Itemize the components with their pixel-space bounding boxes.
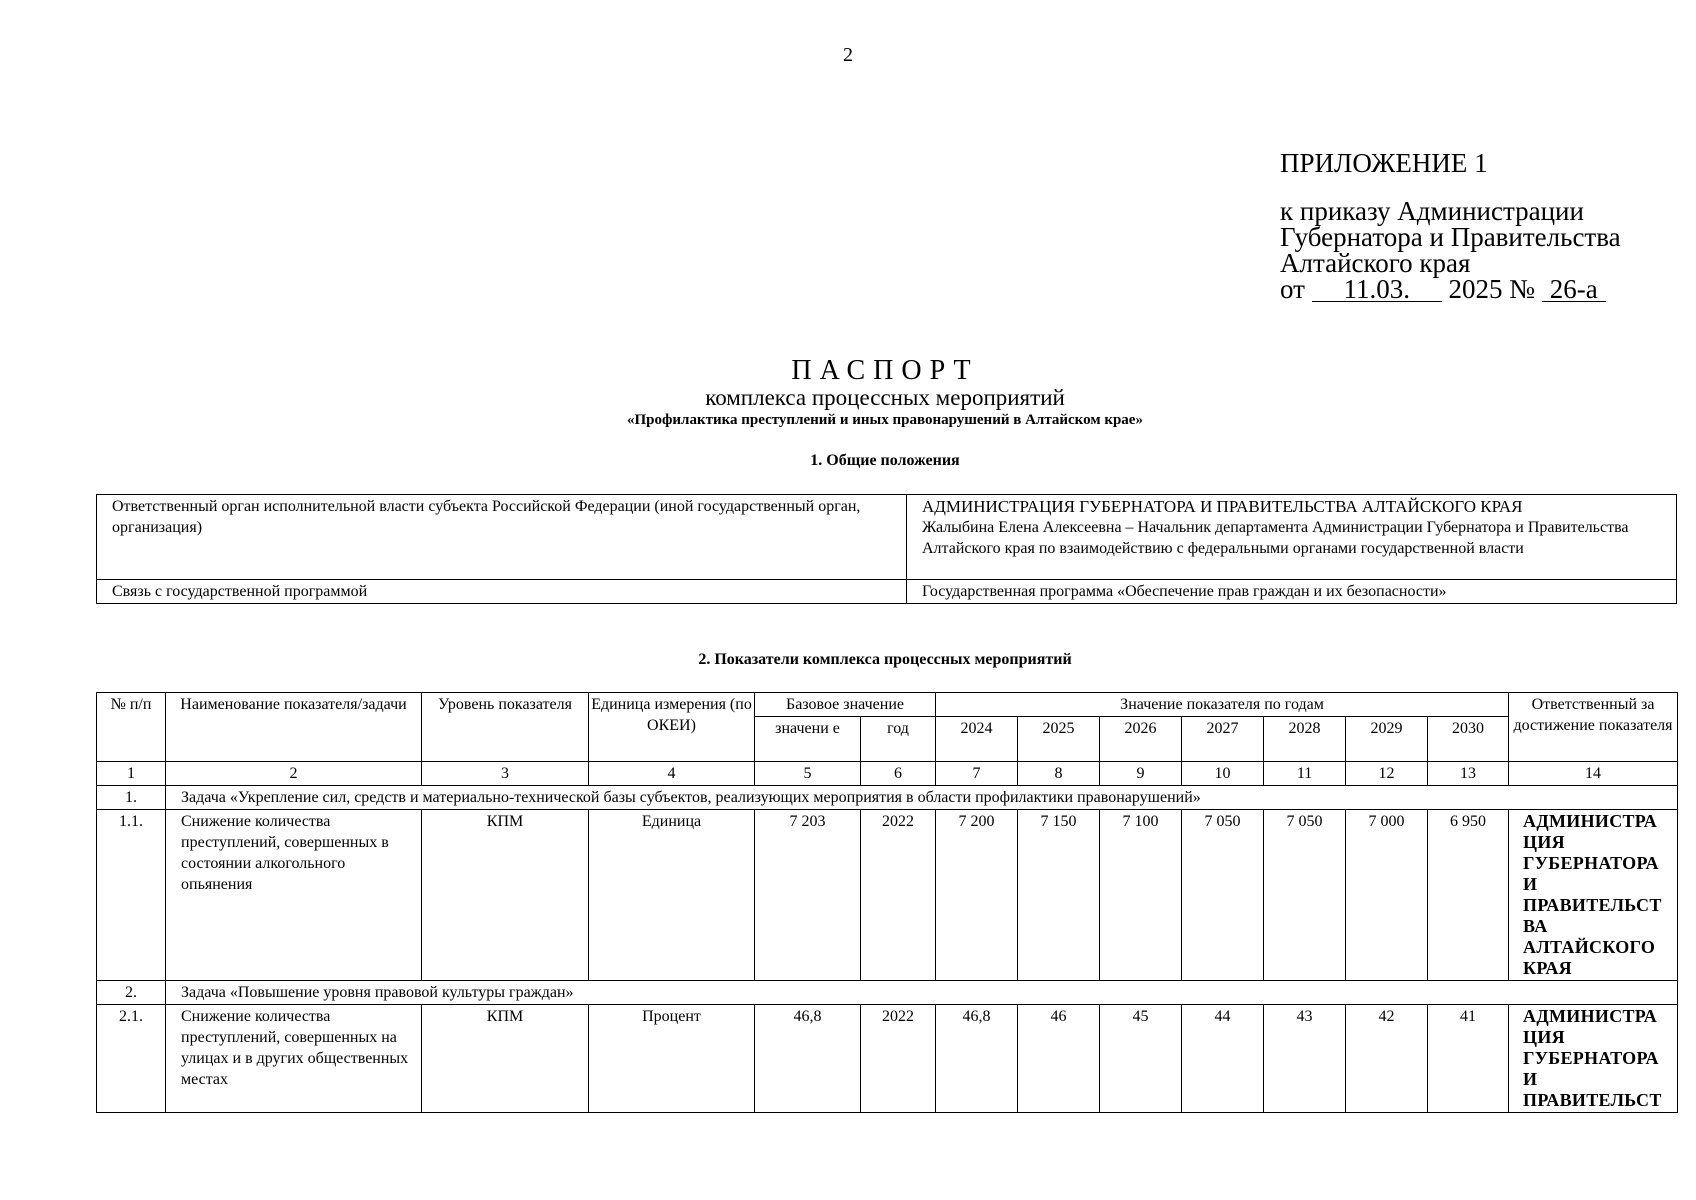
section-2-title: 2. Показатели комплекса процессных мероприятий bbox=[698, 651, 1072, 668]
task-row bbox=[97, 981, 1678, 1005]
indicator-unit: Единица bbox=[589, 810, 755, 981]
task-title: Задача «Повышение уровня правовой культуры граждан» bbox=[166, 981, 1678, 1005]
row-label: Ответственный орган исполнительной власти субъекта Российской Федерации (иной государственный орган, организация) bbox=[97, 495, 907, 580]
row-value: Государственная программа «Обеспечение прав граждан и их безопасности» bbox=[907, 580, 1677, 604]
indicator-value: 45 bbox=[1100, 1005, 1182, 1113]
indicator-value: 44 bbox=[1182, 1005, 1264, 1113]
appendix-block bbox=[1280, 150, 1680, 302]
appendix-line-2: Губернатора и Правительства bbox=[1280, 222, 1621, 252]
indicator-value: 46 bbox=[1018, 1005, 1100, 1113]
indicator-value: 6 950 bbox=[1428, 810, 1509, 981]
header-year: 2025 bbox=[1018, 717, 1100, 762]
col-number: 7 bbox=[936, 762, 1018, 786]
indicator-num: 2.1. bbox=[97, 1005, 166, 1113]
row-value-main: АДМИНИСТРАЦИЯ ГУБЕРНАТОРА И ПРАВИТЕЛЬСТВА АЛТАЙСКОГО КРАЯ bbox=[922, 497, 1523, 516]
header-year: 2024 bbox=[936, 717, 1018, 762]
indicator-base-year: 2022 bbox=[861, 1005, 936, 1113]
indicator-num: 1.1. bbox=[97, 810, 166, 981]
passport-title: ПАСПОРТ bbox=[791, 355, 979, 386]
passport-name: «Профилактика преступлений и иных правонарушений в Алтайском крае» bbox=[627, 412, 1143, 428]
col-number: 11 bbox=[1264, 762, 1346, 786]
indicator-value: 46,8 bbox=[936, 1005, 1018, 1113]
appendix-line-1: к приказу Администрации bbox=[1280, 196, 1584, 226]
indicator-value: 7 200 bbox=[936, 810, 1018, 981]
appendix-title: ПРИЛОЖЕНИЕ 1 bbox=[1280, 148, 1488, 178]
indicator-responsible: АДМИНИСТРА ЦИЯ ГУБЕРНАТОРА И ПРАВИТЕЛЬСТ ВА АЛТАЙСКОГО КРАЯ bbox=[1509, 810, 1678, 981]
col-number: 10 bbox=[1182, 762, 1264, 786]
indicator-name: Снижение количества преступлений, совершенных в состоянии алкогольного опьянения bbox=[166, 810, 422, 981]
task-title: Задача «Укрепление сил, средств и материально-технической базы субъектов, реализующих мероприятия в области профилактики правонарушений» bbox=[166, 786, 1678, 810]
row-label: Связь с государственной программой bbox=[97, 580, 907, 604]
indicator-value: 7 050 bbox=[1182, 810, 1264, 981]
page-number: 2 bbox=[843, 44, 853, 66]
section-1-title: 1. Общие положения bbox=[810, 452, 960, 469]
general-provisions-table bbox=[96, 494, 1677, 604]
indicator-name: Снижение количества преступлений, совершенных на улицах и в других общественных местах bbox=[166, 1005, 422, 1113]
header-year: 2030 bbox=[1428, 717, 1509, 762]
indicator-value: 7 150 bbox=[1018, 810, 1100, 981]
col-number: 13 bbox=[1428, 762, 1509, 786]
header-name: Наименование показателя/задачи bbox=[166, 693, 422, 762]
indicator-value: 7 000 bbox=[1346, 810, 1428, 981]
col-number: 1 bbox=[97, 762, 166, 786]
indicator-value: 7 050 bbox=[1264, 810, 1346, 981]
indicator-level: КПМ bbox=[422, 1005, 589, 1113]
date-value: 11.03. bbox=[1312, 277, 1442, 302]
header-year: 2028 bbox=[1264, 717, 1346, 762]
header-year: 2027 bbox=[1182, 717, 1264, 762]
col-number: 12 bbox=[1346, 762, 1428, 786]
column-number-row bbox=[97, 762, 1678, 786]
indicator-value: 42 bbox=[1346, 1005, 1428, 1113]
indicator-value: 7 100 bbox=[1100, 810, 1182, 981]
col-number: 8 bbox=[1018, 762, 1100, 786]
table-row bbox=[97, 495, 1677, 580]
indicators-table bbox=[96, 692, 1678, 1113]
indicator-row bbox=[97, 810, 1678, 981]
indicator-responsible: АДМИНИСТРА ЦИЯ ГУБЕРНАТОРА И ПРАВИТЕЛЬСТ bbox=[1509, 1005, 1678, 1113]
header-level: Уровень показателя bbox=[422, 693, 589, 762]
task-num: 1. bbox=[97, 786, 166, 810]
appendix-date-line bbox=[1280, 276, 1680, 302]
col-number: 2 bbox=[166, 762, 422, 786]
col-number: 14 bbox=[1509, 762, 1678, 786]
header-year: 2026 bbox=[1100, 717, 1182, 762]
header-unit: Единица измерения (по ОКЕИ) bbox=[589, 693, 755, 762]
appendix-line-3: Алтайского края bbox=[1280, 248, 1471, 278]
year-text: 2025 № bbox=[1448, 274, 1535, 304]
col-number: 6 bbox=[861, 762, 936, 786]
task-row bbox=[97, 786, 1678, 810]
indicator-level: КПМ bbox=[422, 810, 589, 981]
header-row bbox=[97, 693, 1678, 717]
date-prefix: от bbox=[1280, 274, 1305, 304]
header-base-value: значени е bbox=[755, 717, 861, 762]
header-responsible: Ответственный за достижение показателя bbox=[1509, 693, 1678, 762]
indicator-unit: Процент bbox=[589, 1005, 755, 1113]
passport-subtitle: комплекса процессных мероприятий bbox=[705, 385, 1065, 410]
task-num: 2. bbox=[97, 981, 166, 1005]
col-number: 9 bbox=[1100, 762, 1182, 786]
indicator-base-value: 46,8 bbox=[755, 1005, 861, 1113]
indicator-value: 41 bbox=[1428, 1005, 1509, 1113]
header-by-years: Значение показателя по годам bbox=[936, 693, 1509, 717]
header-year: 2029 bbox=[1346, 717, 1428, 762]
indicator-base-year: 2022 bbox=[861, 810, 936, 981]
header-base: Базовое значение bbox=[755, 693, 936, 717]
table-row bbox=[97, 580, 1677, 604]
header-num: № п/п bbox=[97, 693, 166, 762]
indicator-row bbox=[97, 1005, 1678, 1113]
col-number: 4 bbox=[589, 762, 755, 786]
order-number: 26-а bbox=[1542, 277, 1606, 302]
indicator-value: 43 bbox=[1264, 1005, 1346, 1113]
row-value bbox=[907, 495, 1677, 580]
header-base-year: год bbox=[861, 717, 936, 762]
indicator-base-value: 7 203 bbox=[755, 810, 861, 981]
col-number: 3 bbox=[422, 762, 589, 786]
row-value-detail: Жалыбина Елена Алексеевна – Начальник департамента Администрации Губернатора и Правительства Алтайского края по взаимодействию с федеральными органами государственной власти bbox=[922, 519, 1629, 557]
col-number: 5 bbox=[755, 762, 861, 786]
passport-heading bbox=[0, 356, 1696, 431]
